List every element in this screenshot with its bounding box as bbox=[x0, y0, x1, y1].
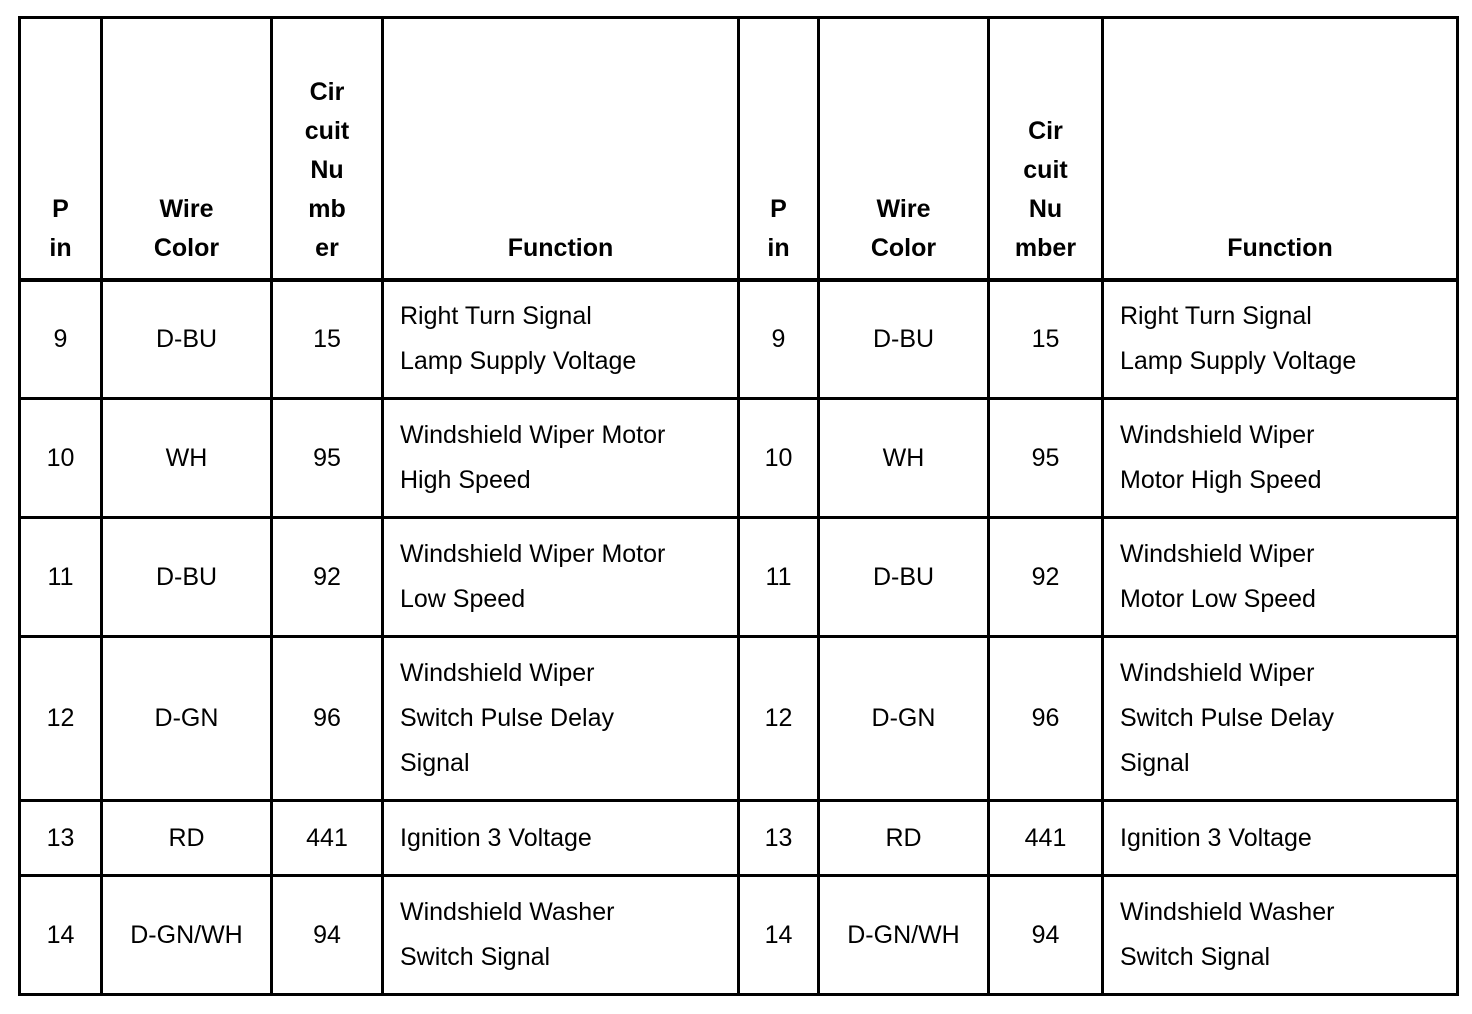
connector-pinout-table bbox=[18, 16, 1459, 996]
header-pin-right: P in bbox=[739, 18, 819, 280]
wire-color-cell: WH bbox=[819, 399, 989, 518]
header-wire-color-left: Wire Color bbox=[102, 18, 272, 280]
wire-color-cell: RD bbox=[819, 801, 989, 876]
wire-color-cell: D-BU bbox=[819, 518, 989, 637]
circuit-number-cell: 96 bbox=[989, 637, 1103, 801]
header-function-right: Function bbox=[1103, 18, 1458, 280]
circuit-number-cell: 92 bbox=[272, 518, 383, 637]
pin-cell: 10 bbox=[20, 399, 102, 518]
wire-color-cell: D-GN bbox=[819, 637, 989, 801]
pin-cell: 11 bbox=[739, 518, 819, 637]
table-row bbox=[20, 518, 1458, 637]
function-cell: Windshield Wiper Switch Pulse Delay Signal bbox=[383, 637, 739, 801]
wire-color-cell: D-GN bbox=[102, 637, 272, 801]
wire-color-cell: D-BU bbox=[102, 518, 272, 637]
circuit-number-cell: 15 bbox=[272, 280, 383, 399]
circuit-number-cell: 92 bbox=[989, 518, 1103, 637]
table-row bbox=[20, 280, 1458, 399]
function-cell: Ignition 3 Voltage bbox=[383, 801, 739, 876]
header-circuit-number-right: Cir cuit Nu mber bbox=[989, 18, 1103, 280]
header-wire-color-right: Wire Color bbox=[819, 18, 989, 280]
circuit-number-cell: 441 bbox=[989, 801, 1103, 876]
circuit-number-cell: 15 bbox=[989, 280, 1103, 399]
pin-cell: 13 bbox=[739, 801, 819, 876]
wire-color-cell: RD bbox=[102, 801, 272, 876]
pin-cell: 10 bbox=[739, 399, 819, 518]
pin-cell: 13 bbox=[20, 801, 102, 876]
wire-color-cell: D-BU bbox=[819, 280, 989, 399]
function-cell: Windshield Wiper Motor High Speed bbox=[383, 399, 739, 518]
function-cell: Windshield Wiper Motor High Speed bbox=[1103, 399, 1458, 518]
function-cell: Windshield Washer Switch Signal bbox=[383, 876, 739, 995]
table-row bbox=[20, 876, 1458, 995]
wire-color-cell: WH bbox=[102, 399, 272, 518]
table-row bbox=[20, 637, 1458, 801]
header-function-left: Function bbox=[383, 18, 739, 280]
function-cell: Windshield Wiper Motor Low Speed bbox=[383, 518, 739, 637]
function-cell: Right Turn Signal Lamp Supply Voltage bbox=[383, 280, 739, 399]
table-row bbox=[20, 399, 1458, 518]
wire-color-cell: D-GN/WH bbox=[102, 876, 272, 995]
function-cell: Windshield Wiper Motor Low Speed bbox=[1103, 518, 1458, 637]
circuit-number-cell: 441 bbox=[272, 801, 383, 876]
table-row bbox=[20, 801, 1458, 876]
circuit-number-cell: 96 bbox=[272, 637, 383, 801]
pin-cell: 12 bbox=[20, 637, 102, 801]
function-cell: Ignition 3 Voltage bbox=[1103, 801, 1458, 876]
wire-color-cell: D-GN/WH bbox=[819, 876, 989, 995]
wire-color-cell: D-BU bbox=[102, 280, 272, 399]
pin-cell: 14 bbox=[20, 876, 102, 995]
function-cell: Windshield Wiper Switch Pulse Delay Signal bbox=[1103, 637, 1458, 801]
pin-cell: 9 bbox=[739, 280, 819, 399]
function-cell: Windshield Washer Switch Signal bbox=[1103, 876, 1458, 995]
circuit-number-cell: 94 bbox=[272, 876, 383, 995]
pin-cell: 12 bbox=[739, 637, 819, 801]
header-circuit-number-left: Cir cuit Nu mb er bbox=[272, 18, 383, 280]
pin-cell: 9 bbox=[20, 280, 102, 399]
circuit-number-cell: 95 bbox=[272, 399, 383, 518]
circuit-number-cell: 94 bbox=[989, 876, 1103, 995]
header-row bbox=[20, 18, 1458, 280]
pin-cell: 11 bbox=[20, 518, 102, 637]
header-pin-left: P in bbox=[20, 18, 102, 280]
function-cell: Right Turn Signal Lamp Supply Voltage bbox=[1103, 280, 1458, 399]
pin-cell: 14 bbox=[739, 876, 819, 995]
circuit-number-cell: 95 bbox=[989, 399, 1103, 518]
